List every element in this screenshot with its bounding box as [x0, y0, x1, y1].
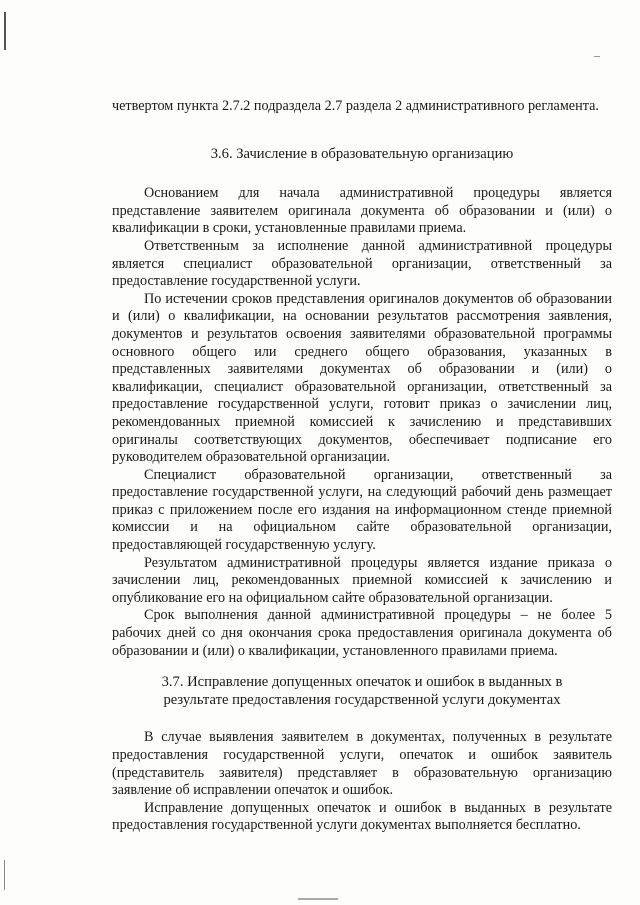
paragraph: Специалист образовательной организации, ответственный за предоставление государственной услуги, на следующий рабочий день размещает приказ с приложением после его издания на информационном стенде приемной комиссии и на официальном сайте образовательной организации, предоставляющей государственную услугу.: [112, 466, 612, 554]
paragraph: По истечении сроков представления оригиналов документов об образовании и (или) о квалификации, на основании результатов рассмотрения заявления, документов и результатов освоения заявителями образовательной программы основного общего или среднего общего образования, указанных в представленных заявителями документах об образовании и (или) о квалификации, специалист образовательной организации, ответственный за предоставление государственной услуги, готовит приказ о зачислении лиц, рекомендованных приемной комиссией к зачислению и представивших оригиналы соответствующих документов, обеспечивает подписание его руководителем образовательной организации.: [112, 290, 612, 466]
section-3-7-title: 3.7. Исправление допущенных опечаток и ошибок в выданных в результате предоставления государственной услуги документах: [161, 674, 563, 708]
paragraph: Результатом административной процедуры является издание приказа о зачислении лиц, рекомендованных приемной комиссией к зачислению и опубликование его на официальном сайте образовательной организации.: [112, 554, 612, 606]
document-page: [112, 98, 612, 835]
scan-edge-mark: [4, 860, 5, 890]
paragraph: Основанием для начала административной процедуры является представление заявителем оригинала документа об образовании и (или) о квалификации в сроки, установленные правилами приема.: [112, 185, 612, 237]
paragraph: Срок выполнения данной административной процедуры – не более 5 рабочих дней со дня окончания срока предоставления оригинала документа об образовании и (или) о квалификации, установленного правилами приема.: [112, 607, 612, 659]
paragraph: Ответственным за исполнение данной административной процедуры является специалист образовательной организации, ответственный за предоставление государственной услуги.: [112, 237, 612, 290]
paragraph: Исправление допущенных опечаток и ошибок в выданных в результате предоставления государственной услуги документах выполняется бесплатно.: [112, 799, 612, 834]
section-3-6-title: 3.6. Зачисление в образовательную организацию: [210, 145, 514, 162]
paragraph: В случае выявления заявителем в документах, полученных в результате предоставления государственной услуги, опечаток и ошибок заявитель (представитель заявителя) представляет в образовательную организацию заявление об исправлении опечаток и ошибок.: [112, 729, 612, 799]
continuation-paragraph: четвертом пункта 2.7.2 подраздела 2.7 раздела 2 административного регламента.: [112, 98, 599, 114]
scan-edge-mark: [4, 12, 6, 50]
scan-dust: [298, 898, 338, 900]
scan-dust: [594, 56, 600, 57]
